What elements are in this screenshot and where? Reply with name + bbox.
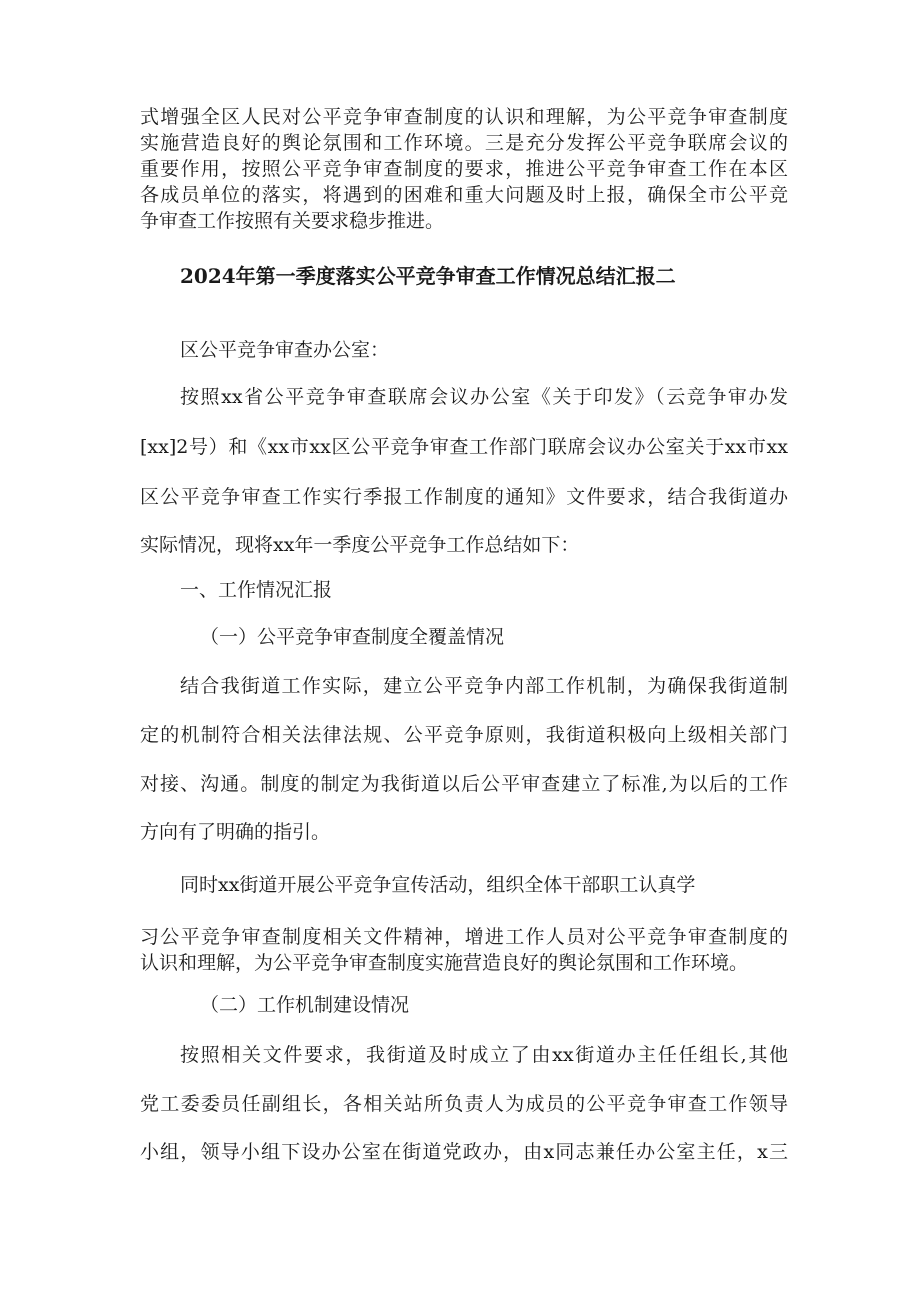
body-line: 习公平竞争审查制度相关文件精神，增进工作人员对公平竞争审查制度的 — [140, 926, 788, 948]
body-line: 实施营造良好的舆论氛围和工作环境。三是充分发挥公平竞争联席会议的 — [140, 132, 788, 154]
body-line: 认识和理解，为公平竞争审查制度实施营造良好的舆论氛围和工作环境。 — [140, 952, 749, 974]
body-line: 各成员单位的落实，将遇到的困难和重大问题及时上报，确保全市公平竞 — [140, 184, 788, 206]
section-title: 2024年第一季度落实公平竞争审查工作情况总结汇报二 — [180, 264, 676, 288]
body-line: [xx]2号）和《xx市xx区公平竞争审查工作部门联席会议办公室关于xx市xx — [140, 436, 788, 458]
heading-level1: 一、工作情况汇报 — [180, 579, 333, 601]
body-line: 小组，领导小组下设办公室在街道党政办，由x同志兼任办公室主任，x三 — [140, 1141, 788, 1163]
body-line: 党工委委员任副组长，各相关站所负责人为成员的公平竞争审查工作领导 — [140, 1093, 788, 1115]
body-line: 定的机制符合相关法律法规、公平竞争原则，我街道积极向上级相关部门 — [140, 724, 788, 746]
body-line: 同时xx街道开展公平竞争宣传活动，组织全体干部职工认真学 — [180, 874, 696, 896]
body-line: 按照相关文件要求，我街道及时成立了由xx街道办主任任组长,其他 — [180, 1044, 788, 1066]
body-line: 重要作用，按照公平竞争审查制度的要求，推进公平竞争审查工作在本区 — [140, 158, 788, 180]
addressee-line: 区公平竞争审查办公室： — [180, 339, 390, 361]
body-line: 按照xx省公平竞争审查联席会议办公室《关于印发》（云竞争审办发 — [180, 386, 788, 408]
body-line: 式增强全区人民对公平竞争审查制度的认识和理解，为公平竞争审查制度 — [140, 106, 788, 128]
body-line: 对接、沟通。制度的制定为我街道以后公平审查建立了标准,为以后的工作 — [140, 773, 788, 795]
body-line: 实际情况，现将xx年一季度公平竞争工作总结如下： — [140, 534, 580, 556]
body-line: 区公平竞争审查工作实行季报工作制度的通知》文件要求，结合我街道办 — [140, 486, 788, 508]
heading-level2: （一）公平竞争审查制度全覆盖情况 — [200, 626, 505, 648]
heading-level2: （二）工作机制建设情况 — [200, 994, 410, 1016]
body-line: 争审查工作按照有关要求稳步推进。 — [140, 210, 445, 232]
body-line: 结合我街道工作实际，建立公平竞争内部工作机制，为确保我街道制 — [180, 675, 788, 697]
body-line: 方向有了明确的指引。 — [140, 821, 331, 843]
